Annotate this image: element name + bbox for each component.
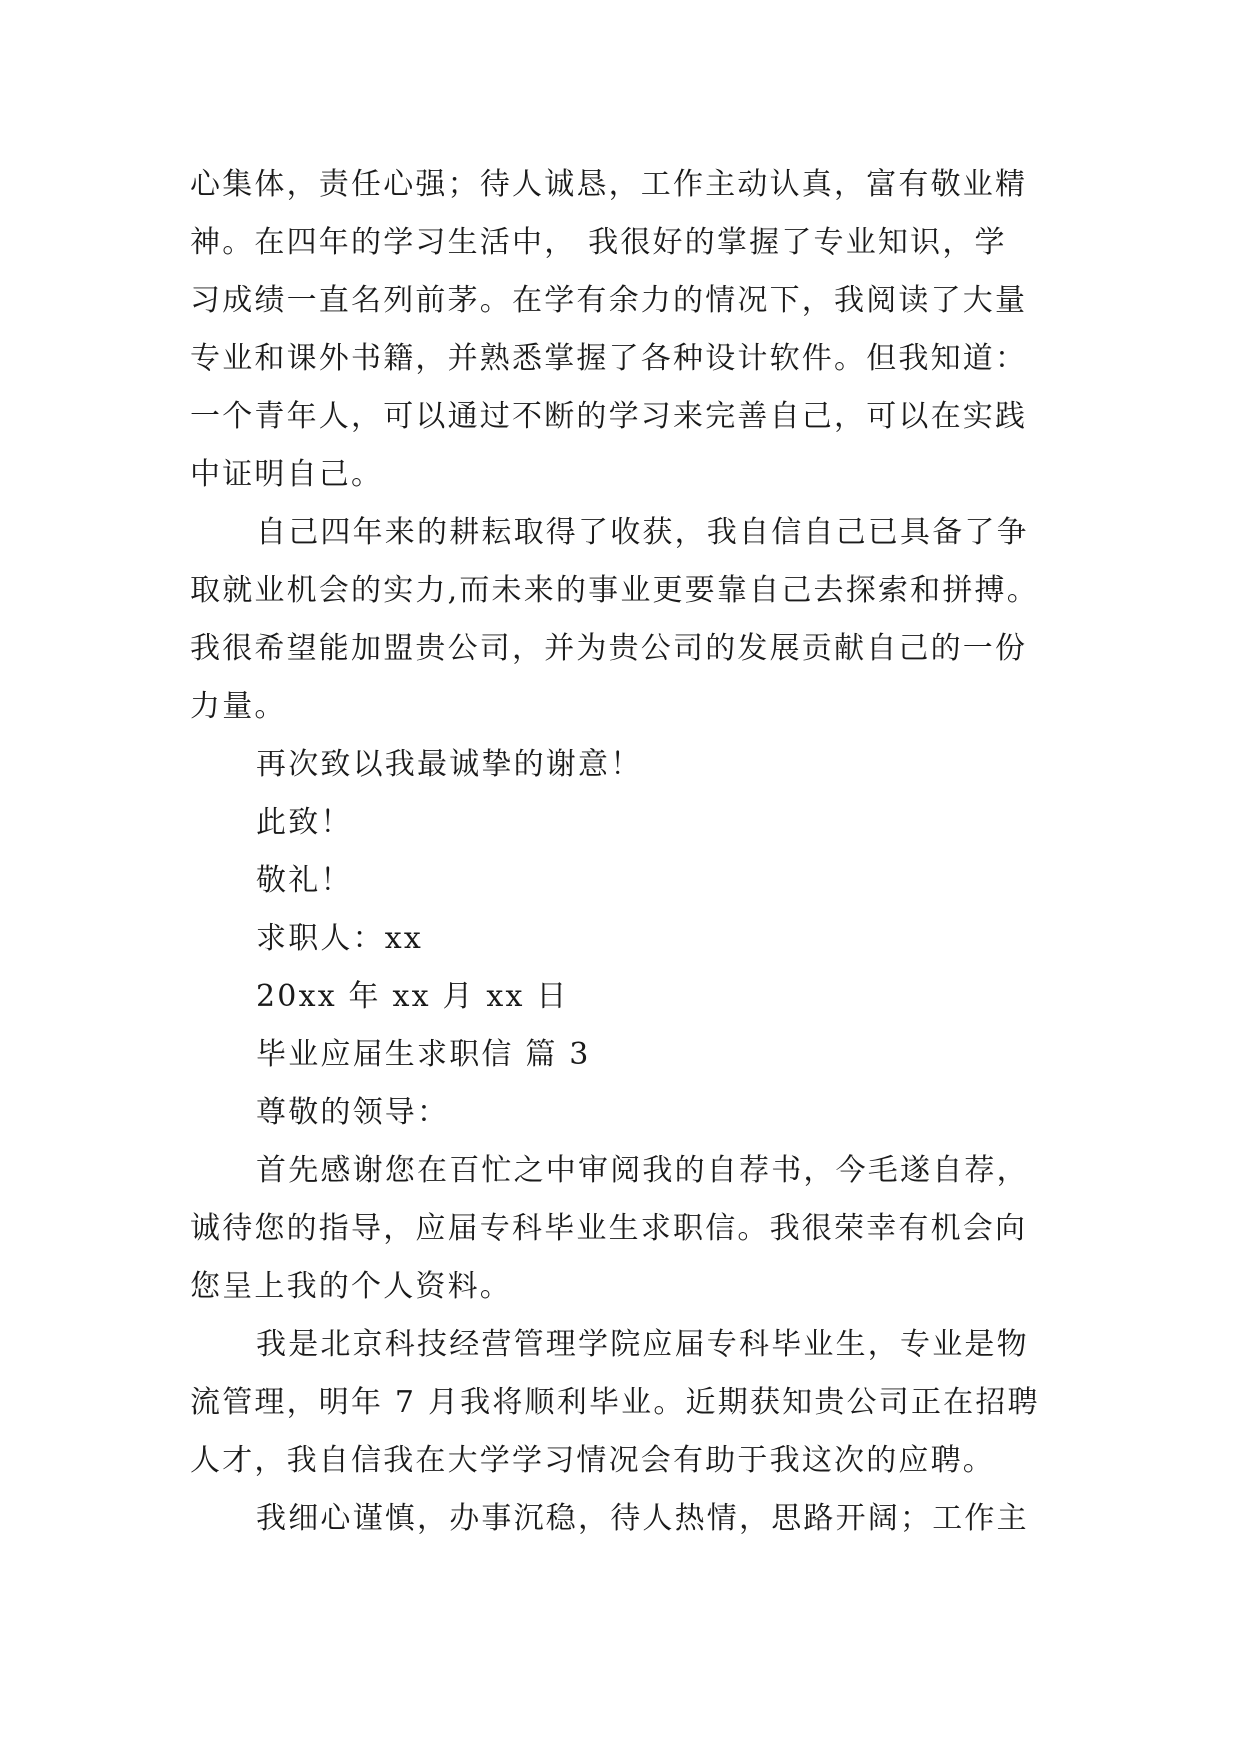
text-line: 我细心谨慎，办事沉稳，待人热情，思路开阔；工作主 <box>256 1501 1029 1536</box>
text-line: 取就业机会的实力,而未来的事业更要靠自己去探索和拼搏。 <box>190 573 1039 608</box>
text-line: 我是北京科技经营管理学院应届专科毕业生，专业是物 <box>256 1327 1029 1362</box>
text-line: 中证明自己。 <box>190 457 384 492</box>
closing-thanks: 再次致以我最诚挚的谢意！ <box>256 747 643 782</box>
text-line: 人才，我自信我在大学学习情况会有助于我这次的应聘。 <box>190 1443 995 1478</box>
closing-regards: 敬礼！ <box>256 863 353 898</box>
section-heading: 毕业应届生求职信 篇 3 <box>256 1037 591 1072</box>
text-line: 心集体，责任心强；待人诚恳，工作主动认真，富有敬业精 <box>190 167 1028 202</box>
letter-date: 20xx 年 xx 月 xx 日 <box>256 979 569 1014</box>
text-line: 流管理，明年 7 月我将顺利毕业。近期获知贵公司正在招聘 <box>190 1385 1040 1420</box>
applicant-name: 求职人：xx <box>256 921 424 956</box>
text-line: 专业和课外书籍，并熟悉掌握了各种设计软件。但我知道： <box>190 341 1028 376</box>
letter-greeting: 尊敬的领导： <box>256 1095 450 1130</box>
text-line: 自己四年来的耕耘取得了收获，我自信自己已具备了争 <box>256 515 1029 550</box>
text-line: 习成绩一直名列前茅。在学有余力的情况下，我阅读了大量 <box>190 283 1028 318</box>
text-line: 首先感谢您在百忙之中审阅我的自荐书，今毛遂自荐， <box>256 1153 1029 1188</box>
text-line: 一个青年人，可以通过不断的学习来完善自己，可以在实践 <box>190 399 1028 434</box>
text-line: 我很希望能加盟贵公司，并为贵公司的发展贡献自己的一份 <box>190 631 1028 666</box>
text-line: 您呈上我的个人资料。 <box>190 1269 512 1304</box>
text-line: 诚待您的指导，应届专科毕业生求职信。我很荣幸有机会向 <box>190 1211 1028 1246</box>
letter-body <box>190 156 1070 1548</box>
text-line: 神。在四年的学习生活中， 我很好的掌握了专业知识，学 <box>190 225 1007 260</box>
text-line: 力量。 <box>190 689 287 724</box>
closing-salutation: 此致！ <box>256 805 353 840</box>
